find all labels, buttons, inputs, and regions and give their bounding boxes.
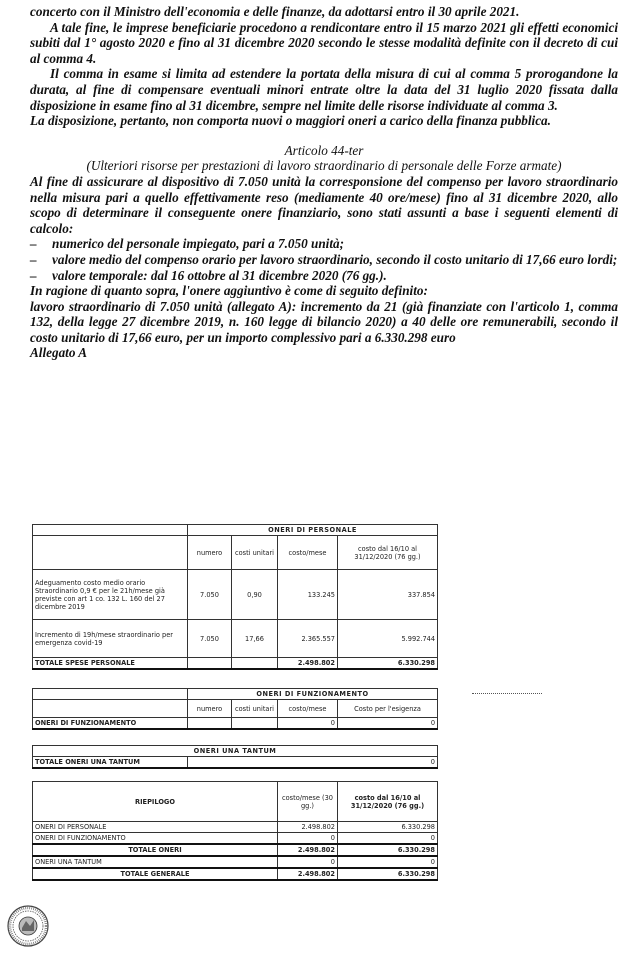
article-title: Articolo 44-ter bbox=[284, 142, 364, 158]
table-row: ONERI UNA TANTUM 0 0 bbox=[33, 856, 438, 868]
column-header: costi unitari bbox=[232, 536, 278, 570]
paragraph: Il comma in esame si limita ad estendere la portata della misura di cui al comma 5 prorogandone la durata, al fine di compensare eventuali minori entrate oltre la data del 31 luglio 2020 fissata dalla disposizione in esame fino al 31 dicembre, sempre nel limite delle risorse individuate al comma 3. bbox=[30, 66, 618, 113]
table-row: ONERI DI PERSONALE 2.498.802 6.330.298 bbox=[33, 822, 438, 833]
stray-mark bbox=[472, 693, 542, 695]
paragraph: In ragione di quanto sopra, l'onere aggiuntivo è come di seguito definito: bbox=[30, 283, 428, 299]
body-text bbox=[30, 4, 618, 361]
table-oneri-personale bbox=[32, 524, 438, 670]
table-row: TOTALE ONERI UNA TANTUM 0 bbox=[33, 757, 438, 769]
allegato-label: Allegato A bbox=[30, 345, 88, 361]
column-header: costo dal 16/10 al 31/12/2020 (76 gg.) bbox=[338, 782, 438, 822]
column-header: costo dal 16/10 al 31/12/2020 (76 gg.) bbox=[338, 536, 438, 570]
table-row: ONERI DI FUNZIONAMENTO 0 0 bbox=[33, 718, 438, 730]
table-title: ONERI DI FUNZIONAMENTO bbox=[188, 689, 438, 700]
column-header: costo/mese (30 gg.) bbox=[278, 782, 338, 822]
list-item: – valore medio del compenso orario per lavoro straordinario, secondo il costo unitario di 17,66 euro lordi; bbox=[30, 251, 618, 267]
column-header: costo/mese bbox=[278, 536, 338, 570]
column-header: numero bbox=[188, 536, 232, 570]
column-header: numero bbox=[188, 700, 232, 718]
list-item: – numerico del personale impiegato, pari a 7.050 unità; bbox=[30, 236, 344, 252]
column-header: costo/mese bbox=[278, 700, 338, 718]
paragraph: Al fine di assicurare al dispositivo di 7.050 unità la corresponsione del compenso per lavoro straordinario nella misura pari a quello effettivamente reso (mediamente 40 ore/mese) fino al 31 dicembre 2020, allo scopo di determinare il conseguente onere finanziario, sono stati assunti a base i seguenti elementi di calcolo: bbox=[30, 173, 618, 236]
table-title: RIEPILOGO bbox=[33, 782, 278, 822]
paragraph: A tale fine, le imprese beneficiarie procedono a rendicontare entro il 15 marzo 2021 gli effetti economici subiti dal 1° agosto 2020 e fino al 31 dicembre 2020 secondo le stesse modalità definite con il decreto di cui al comma 4. bbox=[30, 19, 618, 66]
table-row: ONERI DI FUNZIONAMENTO 0 0 bbox=[33, 833, 438, 845]
table-total-row: TOTALE GENERALE 2.498.802 6.330.298 bbox=[33, 868, 438, 880]
table-title: ONERI UNA TANTUM bbox=[33, 746, 438, 757]
paragraph: La disposizione, pertanto, non comporta nuovi o maggiori oneri a carico della finanza pubblica. bbox=[30, 113, 551, 129]
table-riepilogo bbox=[32, 781, 438, 881]
seal-stamp-icon bbox=[6, 904, 50, 948]
table-title: ONERI DI PERSONALE bbox=[188, 525, 438, 536]
column-header: costi unitari bbox=[232, 700, 278, 718]
column-header: Costo per l'esigenza bbox=[338, 700, 438, 718]
list-item: – valore temporale: dal 16 ottobre al 31 dicembre 2020 (76 gg.). bbox=[30, 267, 387, 283]
table-total-row: TOTALE SPESE PERSONALE 2.498.802 6.330.298 bbox=[33, 658, 438, 670]
table-row: Incremento di 19h/mese straordinario per emergenza covid-19 7.050 17,66 2.365.557 5.992.744 bbox=[33, 620, 438, 658]
table-oneri-funzionamento bbox=[32, 688, 438, 730]
table-oneri-una-tantum bbox=[32, 745, 438, 769]
article-subtitle: (Ulteriori risorse per prestazioni di lavoro straordinario di personale delle Forze armate) bbox=[86, 158, 562, 174]
paragraph: concerto con il Ministro dell'economia e delle finanze, da adottarsi entro il 30 aprile 2021. bbox=[30, 4, 520, 19]
table-row: Adeguamento costo medio orario Straordinario 0,9 € per le 21h/mese già previste con art 1 co. 132 L. 160 del 27 dicembre 2019 7.050 0,90 133.245 337.854 bbox=[33, 570, 438, 620]
paragraph: lavoro straordinario di 7.050 unità (allegato A): incremento da 21 (già finanziate con l'articolo 1, comma 132, della legge 27 dicembre 2019, n. 160 legge di bilancio 2020) a 40 delle ore remunerabili, secondo il costo unitario di 17,66 euro, per un importo complessivo pari a 6.330.298 euro bbox=[30, 298, 618, 345]
table-total-row: TOTALE ONERI 2.498.802 6.330.298 bbox=[33, 844, 438, 856]
